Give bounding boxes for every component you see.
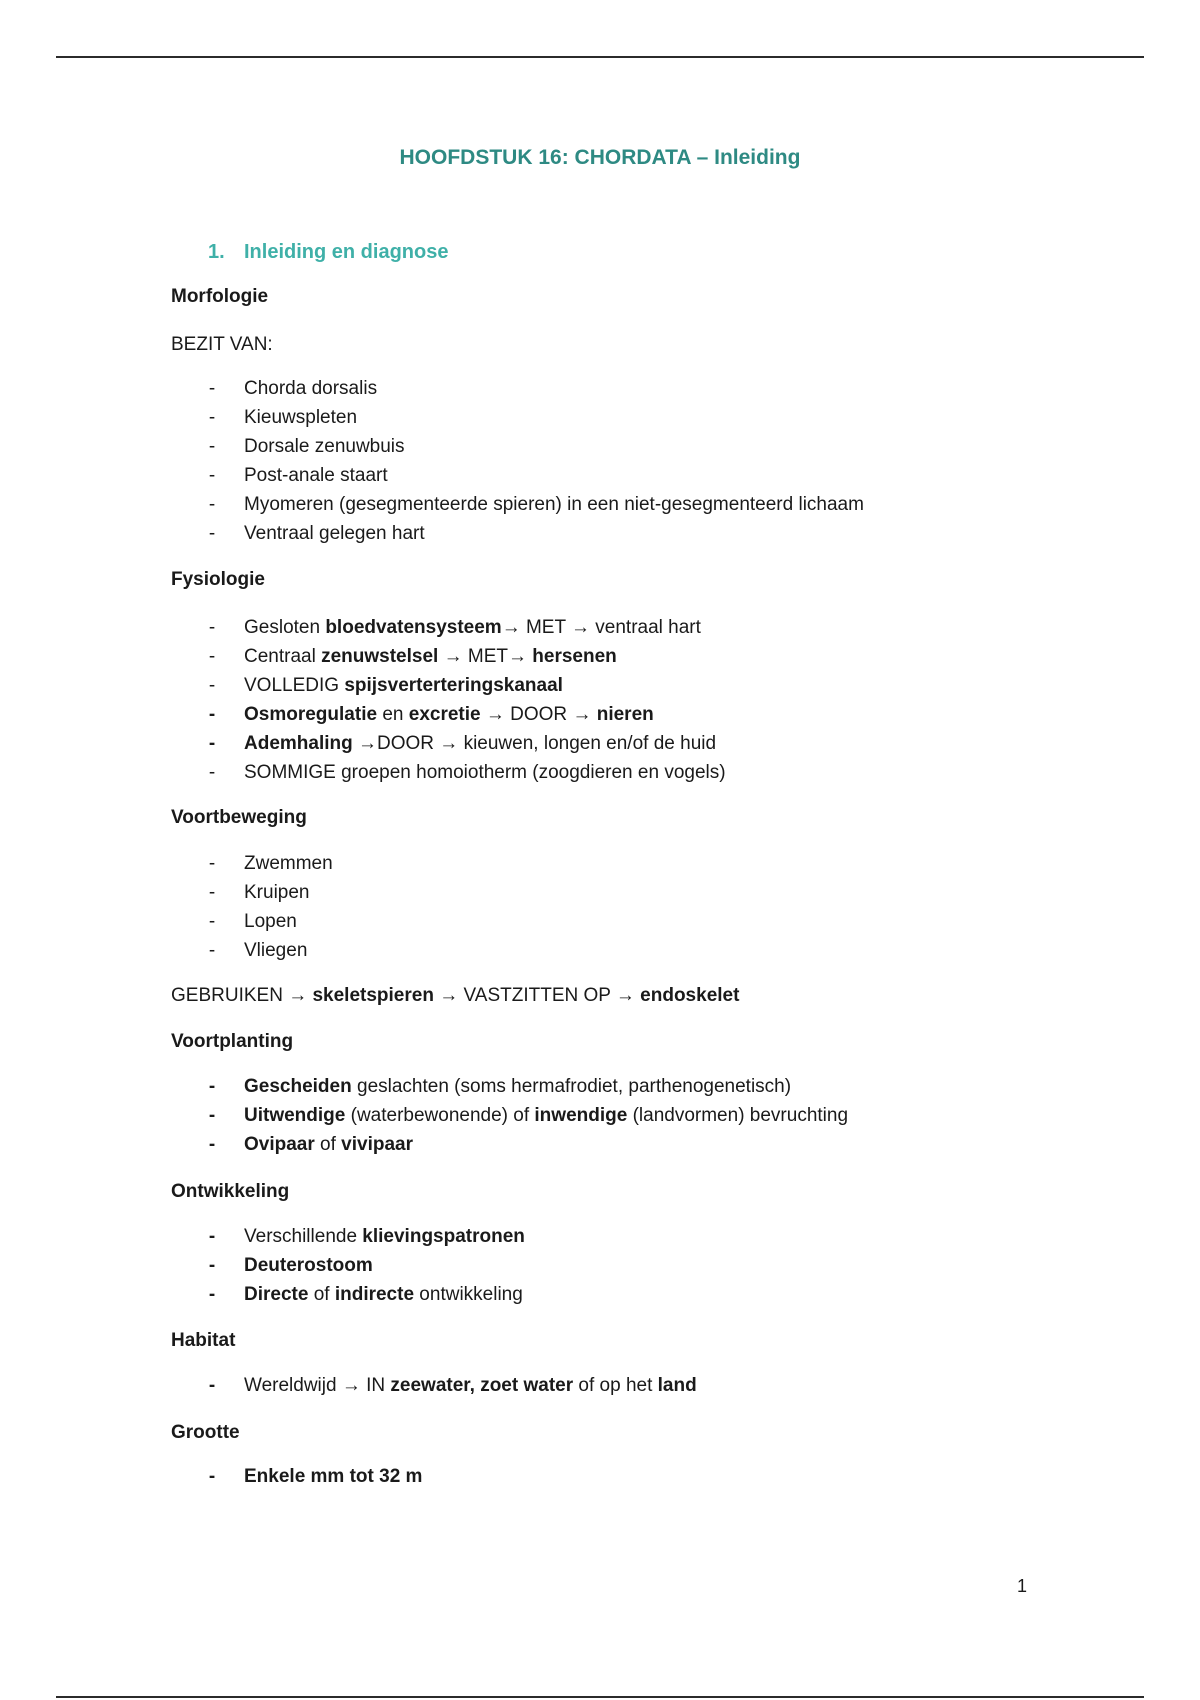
ontwikkeling-list xyxy=(171,1222,525,1309)
heading-morfologie: Morfologie xyxy=(171,286,269,307)
heading-ontwikkeling: Ontwikkeling xyxy=(171,1181,290,1202)
arrow-icon: → xyxy=(508,646,527,667)
heading-voortbeweging: Voortbeweging xyxy=(171,807,307,828)
voortbeweging-list xyxy=(171,849,333,965)
list-item: - Directe of indirecte ontwikkeling xyxy=(208,1284,523,1305)
list-item: - VOLLEDIG spijsverterteringskanaal xyxy=(208,675,563,696)
section-number: 1. xyxy=(208,241,225,263)
fysiologie-list xyxy=(171,613,726,787)
list-item: - Ventraal gelegen hart xyxy=(208,523,425,544)
list-item: - Gescheiden geslachten (soms hermafrodiet, parthenogenetisch) xyxy=(208,1076,792,1097)
list-item: - Osmoregulatie en excretie → DOOR → nieren xyxy=(208,704,654,725)
list-item: - Wereldwijd → IN zeewater, zoet water of op het land xyxy=(208,1375,697,1396)
section-title: Inleiding en diagnose xyxy=(244,241,449,263)
list-item: - Ovipaar of vivipaar xyxy=(208,1134,413,1155)
arrow-icon: → xyxy=(439,985,459,1006)
heading-habitat: Habitat xyxy=(171,1330,236,1351)
arrow-icon: → xyxy=(485,704,505,725)
arrow-icon: → xyxy=(615,985,635,1006)
arrow-icon: → xyxy=(288,985,308,1006)
top-rule xyxy=(56,56,1144,58)
arrow-icon: → xyxy=(341,1375,361,1396)
arrow-icon: → xyxy=(571,617,591,638)
grootte-list xyxy=(171,1462,422,1491)
list-item: - Dorsale zenuwbuis xyxy=(208,436,405,457)
arrow-icon: → xyxy=(439,733,459,754)
page-number: 1 xyxy=(1017,1576,1028,1596)
arrow-icon: → xyxy=(572,704,592,725)
section-heading xyxy=(208,241,448,264)
morfologie-list xyxy=(171,374,864,548)
list-item: - Myomeren (gesegmenteerde spieren) in een niet-gesegmenteerd lichaam xyxy=(208,494,864,515)
heading-fysiologie: Fysiologie xyxy=(171,569,265,590)
morfologie-intro: BEZIT VAN: xyxy=(171,334,273,355)
list-item: - Post-anale staart xyxy=(208,465,388,486)
habitat-list xyxy=(171,1371,697,1400)
list-item: - Centraal zenuwstelsel → MET→ hersenen xyxy=(208,646,617,667)
list-item: - Enkele mm tot 32 m xyxy=(208,1466,423,1487)
arrow-icon: → xyxy=(358,733,378,754)
voortplanting-list xyxy=(171,1072,848,1159)
list-item: - Kieuwspleten xyxy=(208,407,358,428)
arrow-icon: → xyxy=(443,646,463,667)
list-item: - Uitwendige (waterbewonende) of inwendige (landvormen) bevruchting xyxy=(208,1105,849,1126)
arrow-icon: → xyxy=(501,617,521,638)
list-item: - SOMMIGE groepen homoiotherm (zoogdieren en vogels) xyxy=(208,762,726,783)
list-item: - Kruipen xyxy=(208,882,310,903)
heading-voortplanting: Voortplanting xyxy=(171,1031,294,1052)
heading-grootte: Grootte xyxy=(171,1422,240,1443)
list-item: - Verschillende klievingspatronen xyxy=(208,1226,525,1247)
list-item: - Lopen xyxy=(208,911,297,932)
document-title: HOOFDSTUK 16: CHORDATA – Inleiding xyxy=(399,146,801,169)
list-item: - Gesloten bloedvatensysteem→ MET → ventraal hart xyxy=(208,617,701,638)
list-item: - Zwemmen xyxy=(208,853,333,874)
voortbeweging-note: GEBRUIKEN → skeletspieren → VASTZITTEN OP → endoskelet xyxy=(171,985,740,1006)
list-item: - Chorda dorsalis xyxy=(208,378,378,399)
list-item: - Deuterostoom xyxy=(208,1255,373,1276)
list-item: - Ademhaling →DOOR → kieuwen, longen en/of de huid xyxy=(208,733,717,754)
list-item: - Vliegen xyxy=(208,940,308,961)
bottom-rule xyxy=(56,1696,1144,1698)
